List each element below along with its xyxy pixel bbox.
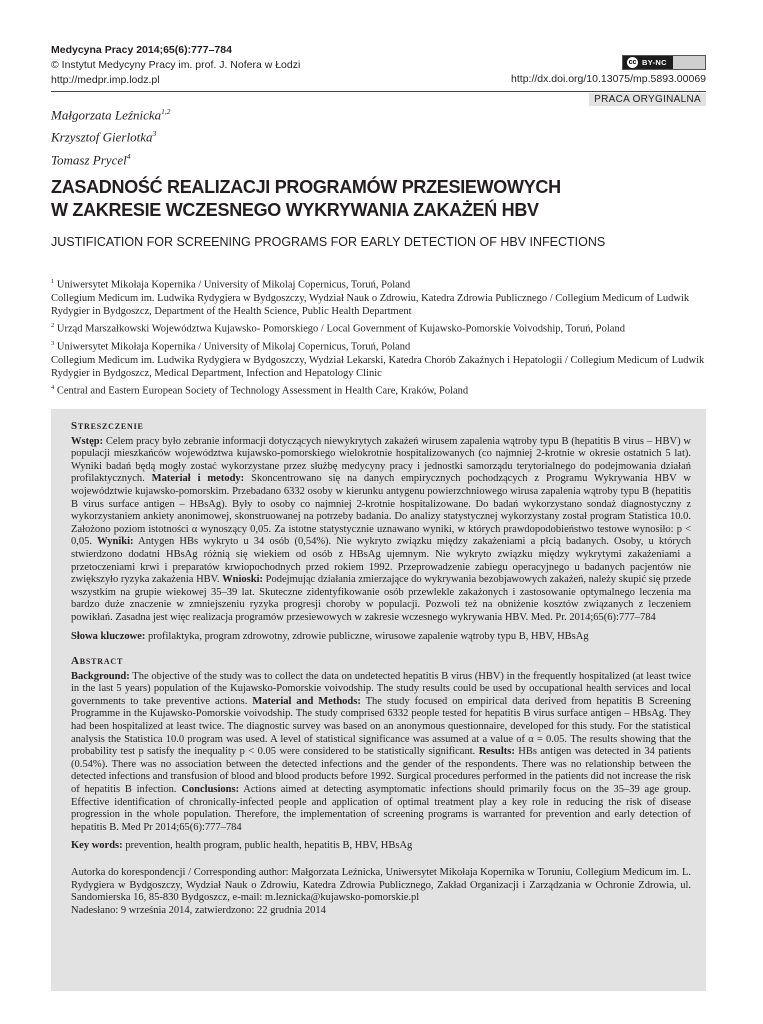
abstract-text (71, 671, 691, 835)
abstract-heading: Abstract (71, 655, 124, 668)
doi-link[interactable]: http://dx.doi.org/10.13075/mp.5893.00069 (511, 73, 706, 85)
affiliation: $^4$ Central and Eastern European Society of Technology Assessment in Health Care, Kraków, Poland (51, 384, 469, 397)
affiliation: $^3$ Uniwersytet Mikołaja Kopernika / University of Mikolaj Copernicus, Toruń, Poland (51, 340, 411, 353)
streszczenie-text (71, 436, 691, 625)
author-list (51, 102, 171, 169)
submission-dates: Nadesłano: 9 września 2014, zatwierdzono: 22 grudnia 2014 (71, 904, 326, 916)
paper-title-en: JUSTIFICATION FOR SCREENING PROGRAMS FOR EARLY DETECTION OF HBV INFECTIONS (51, 235, 606, 249)
section-text: Podejmując działania zmierzające do wykrywania bezobjawowych zakażeń, należy skupić się przede wszystkim na grupie wiekowej 35–39 lat. Skuteczne zidentyfikowanie osób przewlekle zakażonych i zastosowanie optymalnego leczenia ma bardzo duże znaczenie w zmniejszeniu ryzyka progresji choroby w populacji. Pozwoli też na obniżenie kosztów związanych z leczeniem powikłań. Zasadna jest więc realizacja programów przesiewowych w zakresie wczesnego wykrywania HBV. Med. Pr. 2014;65(6):777–784 (71, 574, 692, 623)
section-label: Materiał i metody: (151, 473, 245, 485)
journal-url[interactable]: http://medpr.imp.lodz.pl (51, 74, 160, 86)
section-label: Material and Methods: (252, 695, 361, 707)
section-label: Results: (478, 746, 515, 758)
section-label: Conclusions: (181, 784, 240, 796)
author: Tomasz Prycel$^4$ (51, 151, 131, 167)
section-text: The study focused on empirical data derived from hepatitis B Screening Programme in the Kujawsko-Pomorskie voivodship. The study comprised 6332 people tested for hepatitis B virus surface antigen – HBsAg. They had been hospitalized at least twice. The diagnostic survey was based on an anonymous questionnaire, developed for this study. For the statistical analysis the Statistica 10.0 program was used. A level of statistical significance was assumed at a value of α = 0.05. The results showing that the probability test p satisfy the inequality p < 0.05 were considered to be statistically significant. (71, 695, 691, 758)
affiliation: $^1$ Uniwersytet Mikołaja Kopernika / University of Mikolaj Copernicus, Toruń, Poland (51, 278, 411, 291)
section-label: Wyniki: (97, 536, 134, 548)
section-text: Actions aimed at detecting asymptomatic infections should primarily focus on the 35–39 age group. Effective identification of chronically-infected people and application of optimal treatment play a key role in reducing the risk of disease progression in the whole population. Therefore, the implementation of screening programs is warranted for prevention and early detection of hepatitis B. Med Pr 2014;65(6):777–784 (71, 784, 691, 833)
corresponding-author: Autorka do korespondencji / Corresponding author: Małgorzata Leźnicka, Uniwersytet Mikołaja Kopernika w Toruniu, Collegium Medicum im. L. Rydygiera w Bydgoszczy, Wydział Nauk o Zdrowiu, Katedra Zdrowia Publicznego, Zakład Organizacji i Zarządzania w Ochronie Zdrowia, ul. Sandomierska 16, 85-830 Bydgoszcz, e-mail: m.leznicka@kujawsko-pomorskie.pl (71, 867, 691, 904)
author: Krzysztof Gierlotka$^3$ (51, 129, 157, 145)
cc-license-badge[interactable] (622, 55, 706, 70)
affiliation: Collegium Medicum im. Ludwika Rydygiera w Bydgoszczy, Wydział Nauk o Zdrowiu, Katedra Zdrowia Publicznego / Collegium Medicum of Ludwik Rydygier in Bydgoszcz, Department of the Health Science, Public Health Department (51, 292, 690, 317)
section-label: Wnioski: (222, 574, 263, 586)
author: Małgorzata Leźnicka$^{1,2}$ (51, 107, 171, 123)
section-label: Wstęp: (71, 435, 104, 447)
correspondence (71, 867, 691, 917)
journal-header (51, 43, 300, 88)
section-text: HBs antigen was detected in 34 patients (0.54%). There was no association between the detected infections and the gender of the respondents. There was no relationship between the detected infections and transfusion of blood and blood products before 1992. Surgical procedures performed in the patients did not increase the risk of hepatitis B infection. (71, 746, 691, 796)
abstract-box (51, 409, 706, 991)
section-label: Background: (71, 670, 130, 682)
license-badge-fill (673, 56, 705, 69)
journal-citation: Medycyna Pracy 2014;65(6):777–784 (51, 44, 232, 56)
section-text: Skoncentrowano się na danych empirycznych pochodzących z Programu Wykrywania HBV w województwie kujawsko-pomorskim. Przebadano 6332 osoby w kierunku antygenu powierzchniowego wirusa zapalenia wątroby typu B (hepatitis B virus surface antigen – HBsAg). Były to osoby co najmniej 2-krotnie hospitalizowane. Do badań wykorzystano sondaż diagnostyczny z wykorzystaniem ankiety anonimowej, skonstruowanej na potrzeby badania. Do analizy statystycznej wykorzystany został program Statistica 10.0. Założono poziom istotności α wynoszący 0,05. Za istotne statystycznie uznawano wyniki, w których prawdopodobieństwo testowe wynosiło: p < 0,05. (71, 473, 691, 548)
keywords-pl: Słowa kluczowe: profilaktyka, program zdrowotny, zdrowie publiczne, wirusowe zapalenie wątroby typu B, HBV, HBsAg (71, 630, 589, 642)
cc-icon: cc (628, 59, 637, 66)
affiliations (51, 275, 711, 399)
section-text: The objective of the study was to collect the data on undetected hepatitis B virus (HBV) in the frequently hospitalized (at least twice in the last 5 years) population of the Kujawsko-Pomorskie voivodship. The study results could be used by occupational health services and local governments to take preventive actions. (71, 670, 691, 707)
affiliation: Collegium Medicum im. Ludwika Rydygiera w Bydgoszczy, Wydział Lekarski, Katedra Chorób Zakaźnych i Hepatologii / Collegium Medicum of Ludwik Rydygier in Bydgoszcz, Medical Department, Infection and Hepatology Clinic (51, 354, 705, 379)
paper-title-pl: ZASADNOŚĆ REALIZACJI PROGRAMÓW PRZESIEWOWYCH W ZAKRESIE WCZESNEGO WYKRYWANIA ZAKAŻEŃ HBV (51, 177, 561, 220)
header-divider (51, 91, 706, 92)
streszczenie-heading: Streszczenie (71, 420, 144, 432)
section-text: Antygen HBs wykryto u 34 osób (0,54%). Nie wykryto związku między zakażeniami a płcią badanych. Osoby, u których stwierdzono dodatni HBsAg różnią się wiekiem od osób z HBsAg ujemnym. Nie wykryto związku między wykrytymi zakażeniami a przetoczeniami krwi i preparatów krwiopochodnych przed rokiem 1992. Przeprowadzenie zabiegu operacyjnego u badanych pacjentów nie zwiększyło ryzyka zakażenia HBV. (71, 536, 691, 586)
keywords-en: Key words: prevention, health program, public health, hepatitis B, HBV, HBsAg (71, 840, 413, 852)
paper-type-label: PRACA ORYGINALNA (589, 93, 706, 106)
copyright-line: © Instytut Medycyny Pracy im. prof. J. Nofera w Łodzi (51, 59, 301, 71)
license-label: BY-NC (642, 58, 667, 67)
affiliation: $^2$ Urząd Marszałkowski Województwa Kujawsko- Pomorskiego / Local Government of Kujawsko-Pomorskie Voivodship, Toruń, Poland (51, 322, 625, 335)
section-text: Celem pracy było zebranie informacji dotyczących niewykrytych zakażeń wirusem zapalenia wątroby typu B (hepatitis B virus – HBV) w populacji mieszkańców województwa kujawsko-pomorskiego wielokrotnie hospitalizowanych (co najmniej 2-krotnie w okresie ostatnich 5 lat). Wyniki badań będą mogły zostać wykorzystane przez służbę medycyny pracy i jednostki samorządu terytorialnego do podejmowania działań profilaktycznych. (71, 435, 691, 485)
